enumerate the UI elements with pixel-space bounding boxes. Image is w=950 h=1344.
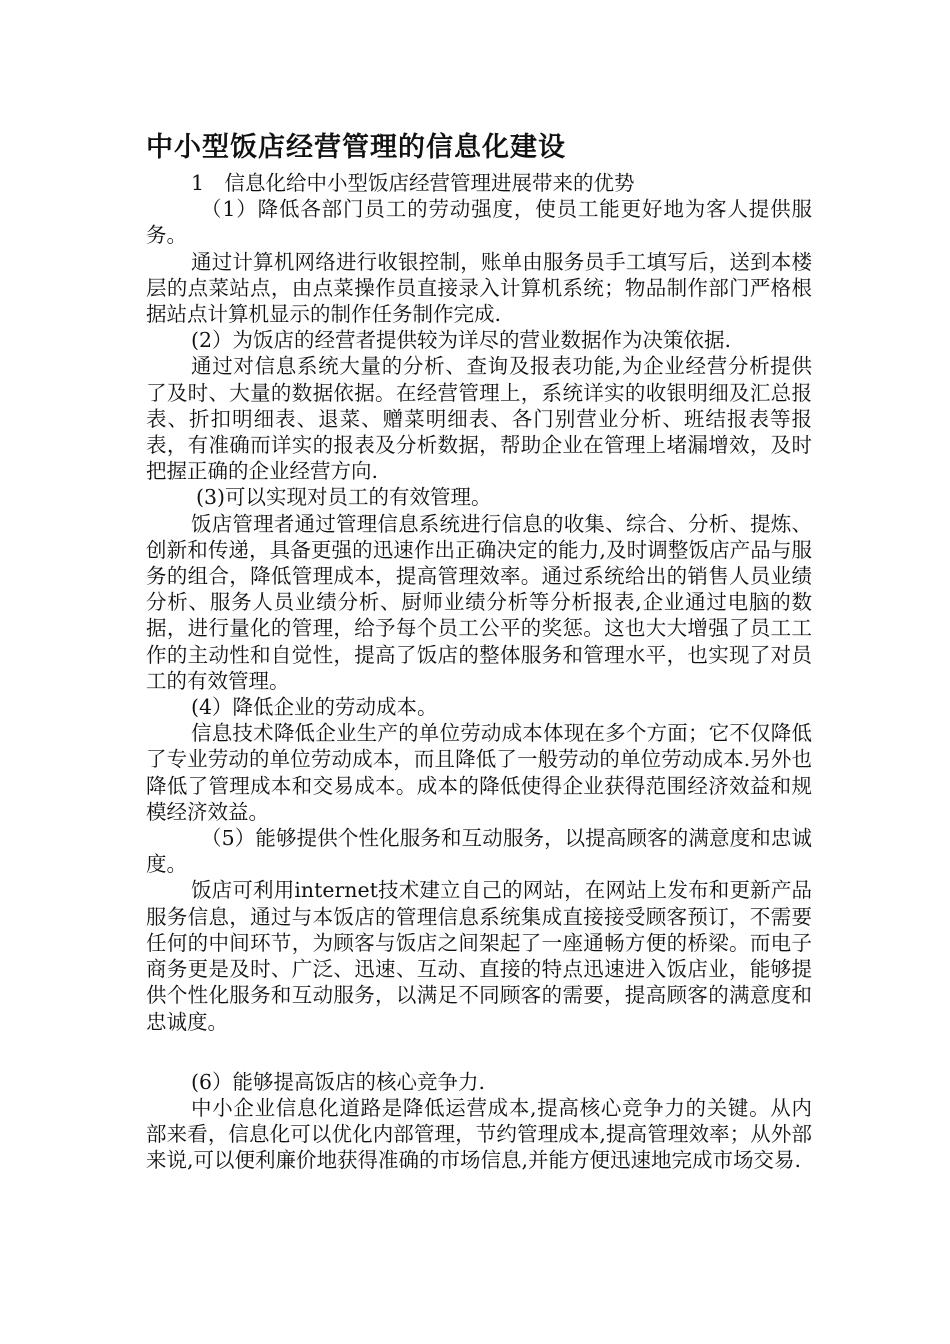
section-heading: 1 信息化给中小型饭店经营管理进展带来的优势 <box>191 171 635 195</box>
paragraph-4-body: 信息技术降低企业生产的单位劳动成本体现在多个方面；它不仅降低了专业劳动的单位劳动成本，而且降低了一般劳动的单位劳动成本.另外也降低了管理成本和交易成本。成本的降低使得企业获得范围经济效益和规模经济效益。 <box>146 721 812 824</box>
paragraph-3-body: 饭店管理者通过管理信息系统进行信息的收集、综合、分析、提炼、创新和传递，具备更强的迅速作出正确决定的能力,及时调整饭店产品与服务的组合，降低管理成本，提高管理效率。通过系统给出的销售人员业绩分析、服务人员业绩分析、厨师业绩分析等分析报表,企业通过电脑的数据，进行量化的管理，给予每个员工公平的奖惩。这也大大增强了员工工作的主动性和自觉性，提高了饭店的整体服务和管理水平，也实现了对员工的有效管理。 <box>146 511 812 693</box>
paragraph-2-body: 通过对信息系统大量的分析、查询及报表功能,为企业经营分析提供了及时、大量的数据依据。在经营管理上，系统详实的收银明细及汇总报表、折扣明细表、退菜、赠菜明细表、各门别营业分析、班结报表等报表，有准确而详实的报表及分析数据，帮助企业在管理上堵漏增效，及时把握正确的企业经营方向. <box>146 354 812 484</box>
paragraph-2-heading: (2）为饭店的经营者提供较为详尽的营业数据作为决策依据. <box>191 328 732 353</box>
document-page <box>146 128 812 1174</box>
paragraph-5-heading: （5）能够提供个性化服务和互动服务，以提高顾客的满意度和忠诚度。 <box>146 826 812 877</box>
paragraph-1-body: 通过计算机网络进行收银控制，账单由服务员手工填写后，送到本楼层的点菜站点，由点菜操作员直接录入计算机系统；物品制作部门严格根据站点计算机显示的制作任务制作完成. <box>146 249 812 327</box>
blank-line <box>146 1035 812 1069</box>
document-title: 中小型饭店经营管理的信息化建设 <box>146 132 566 163</box>
paragraph-3-heading: (3)可以实现对员工的有效管理。 <box>196 485 492 510</box>
paragraph-6-heading: (6）能够提高饭店的核心竞争力. <box>191 1069 486 1094</box>
paragraph-6-body: 中小企业信息化道路是降低运营成本,提高核心竞争力的关键。从内部来看，信息化可以优化内部管理，节约管理成本,提高管理效率；从外部来说,可以便利廉价地获得准确的市场信息,并能方便迅速地完成市场交易. <box>146 1095 812 1173</box>
paragraph-5-body: 饭店可利用internet技术建立自己的网站，在网站上发布和更新产品服务信息，通过与本饭店的管理信息系统集成直接接受顾客预订，不需要任何的中间环节，为顾客与饭店之间架起了一座通畅方便的桥梁。而电子商务更是及时、广泛、迅速、互动、直接的特点迅速进入饭店业，能够提供个性化服务和互动服务，以满足不同顾客的需要，提高顾客的满意度和忠诚度。 <box>146 878 812 1034</box>
paragraph-4-heading: (4）降低企业的劳动成本。 <box>191 695 438 720</box>
paragraph-1-heading: （1）降低各部门员工的劳动强度，使员工能更好地为客人提供服务。 <box>146 197 812 248</box>
